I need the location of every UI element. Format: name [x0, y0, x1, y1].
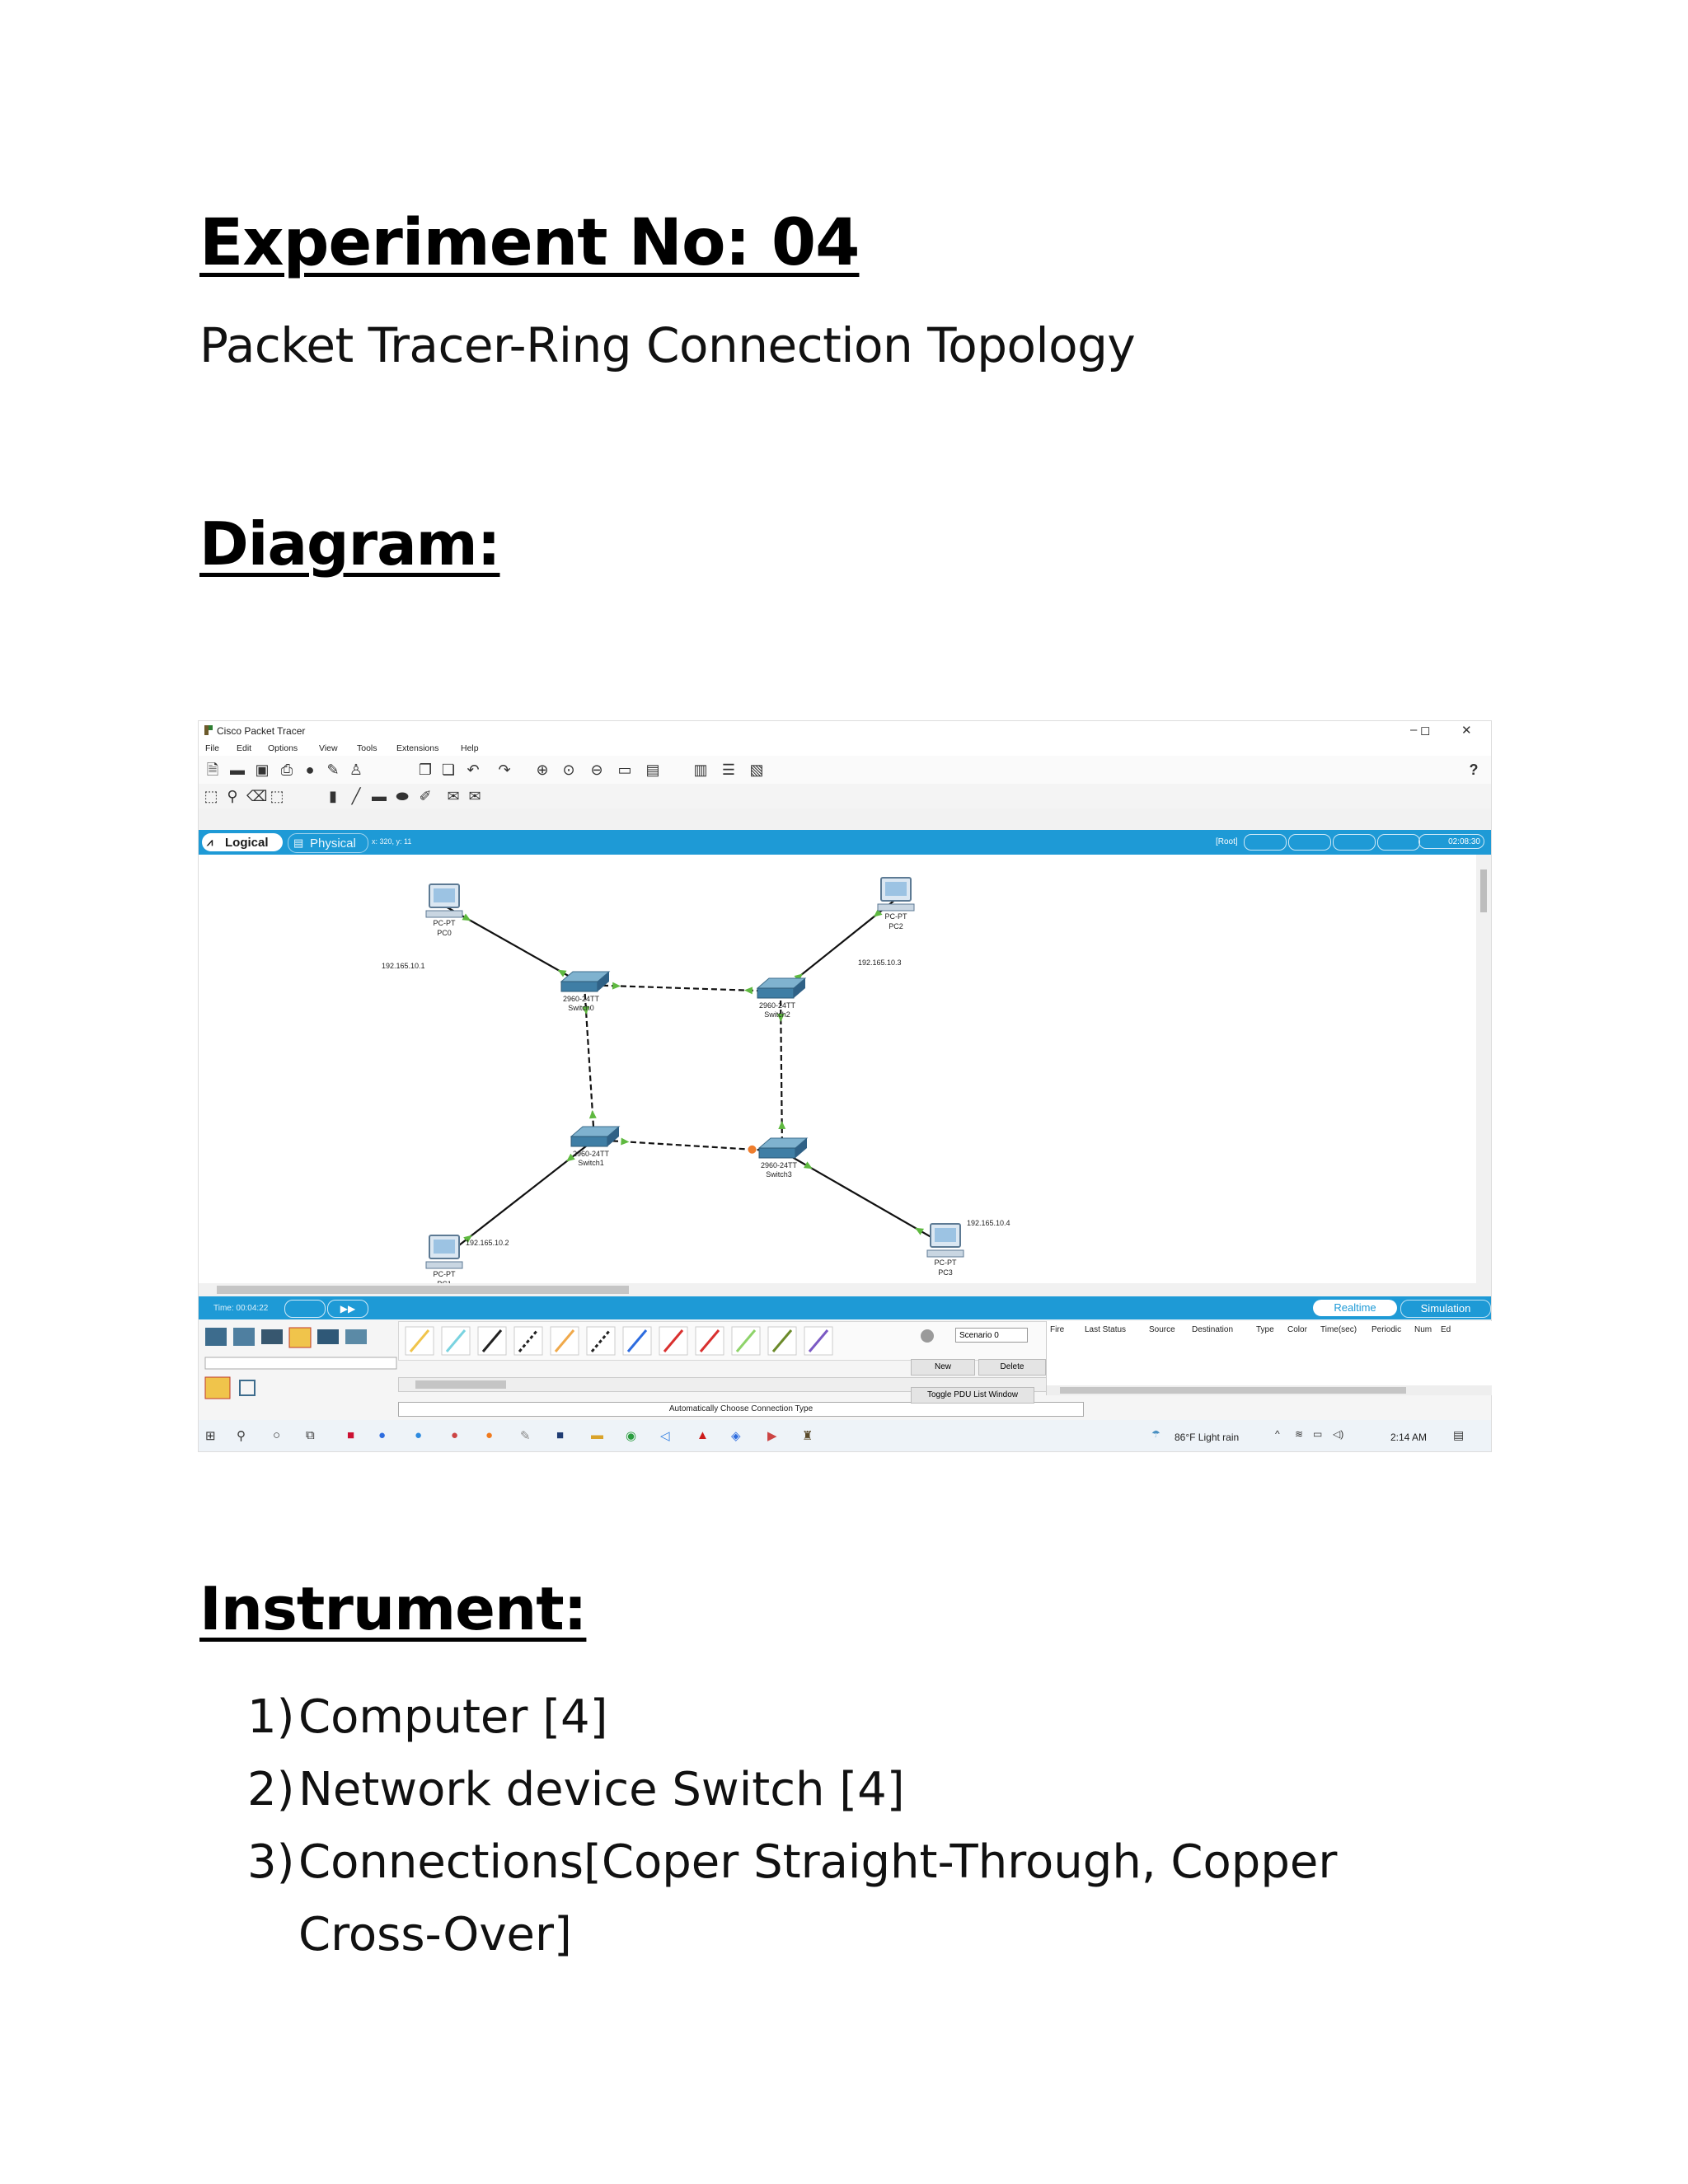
list-item-number: 1) — [247, 1690, 295, 1744]
list-item-text: Connections[Coper Straight-Through, Copper Cross-Over] — [298, 1835, 1338, 1961]
delete-icon[interactable]: ⌫ — [246, 788, 268, 804]
horizontal-scroll-thumb[interactable] — [217, 1286, 629, 1294]
pdu-col-destination: Destination — [1192, 1325, 1234, 1334]
activity-wizard-icon[interactable]: ✎ — [326, 762, 340, 778]
scenario-info-icon[interactable] — [921, 1329, 934, 1343]
note-icon[interactable]: ▮ — [329, 788, 337, 804]
pdu-col-periodic: Periodic — [1372, 1325, 1402, 1334]
save-icon[interactable]: ▣ — [255, 762, 270, 778]
pdu-scrollbar[interactable] — [1047, 1385, 1492, 1395]
multiuser-icon[interactable] — [345, 1329, 367, 1344]
logical-icon: ⩘ — [207, 836, 213, 848]
chevron-up-icon[interactable]: ^ — [1275, 1428, 1280, 1440]
device-name-label: Switch3 — [766, 1170, 792, 1179]
drawing-palette-icon[interactable]: ▭ — [617, 762, 632, 778]
components-icon[interactable] — [261, 1329, 283, 1344]
experiment-subtitle: Packet Tracer-Ring Connection Topology — [199, 317, 1136, 373]
app-icon-3[interactable]: ● — [415, 1428, 423, 1442]
link-status-up — [778, 1121, 785, 1129]
vertical-scrollbar[interactable] — [1476, 855, 1491, 1283]
info-icon[interactable]: ● — [305, 762, 315, 778]
device-model-label: 2960-24TT — [562, 995, 600, 1003]
device-name-label: Switch2 — [764, 1010, 790, 1019]
vscode-icon[interactable]: ◁ — [660, 1429, 670, 1443]
misc-icon[interactable] — [317, 1329, 339, 1344]
list-item — [247, 1826, 1484, 1971]
menu-file[interactable]: File — [205, 743, 219, 753]
pdu-col-last-status: Last Status — [1085, 1325, 1127, 1334]
new-scenario-button[interactable]: New — [911, 1359, 975, 1376]
delete-scenario-button[interactable]: Delete — [978, 1359, 1046, 1376]
link-status-pending — [748, 1146, 757, 1154]
realtime-label: Realtime — [1334, 1301, 1376, 1314]
copy-icon[interactable]: ❐ — [418, 762, 433, 778]
device-name-label: Switch0 — [568, 1004, 594, 1012]
sim-time: Time: 00:04:22 — [213, 1304, 269, 1313]
menu-tools[interactable]: Tools — [357, 743, 377, 753]
tab-logical[interactable] — [202, 833, 283, 851]
topology-diagram[interactable] — [199, 855, 1476, 1283]
pdu-col-type: Type — [1256, 1325, 1274, 1334]
switch-device-sw1[interactable] — [571, 1127, 619, 1167]
weather-icon: ☂ — [1151, 1428, 1160, 1440]
file-explorer-icon[interactable]: ▬ — [591, 1428, 603, 1442]
menu-view[interactable]: View — [319, 743, 338, 753]
device-model-label: PC-PT — [884, 912, 907, 921]
pc-device-pc0[interactable] — [382, 884, 462, 970]
instrument-list — [247, 1681, 1484, 1971]
zoom-in-icon[interactable]: ⊕ — [536, 762, 549, 778]
device-ip-label: 192.165.10.2 — [466, 1239, 509, 1247]
print-icon[interactable]: ⎙ — [280, 762, 293, 778]
menu-help[interactable]: Help — [461, 743, 479, 753]
pdu-col-color: Color — [1287, 1325, 1307, 1334]
app-icon-2[interactable]: ● — [378, 1428, 387, 1442]
simple-pdu-icon[interactable]: ✉ — [447, 788, 460, 804]
power-cycle-button[interactable] — [284, 1300, 326, 1318]
inspect-icon[interactable]: ⚲ — [227, 788, 238, 804]
resize-icon[interactable]: ⬚ — [270, 788, 284, 804]
viewport-icon[interactable]: ▥ — [693, 762, 708, 778]
cluster-icon[interactable]: ☰ — [721, 762, 736, 778]
main-toolbar — [199, 756, 1491, 785]
list-item-number: 2) — [247, 1763, 295, 1816]
experiment-title: Experiment No: 04 — [199, 206, 860, 280]
set-tiled-background-button[interactable] — [1333, 834, 1376, 851]
tab-physical-label: Physical — [310, 837, 356, 851]
list-item-text: Computer [4] — [298, 1690, 608, 1744]
draw-rectangle-icon[interactable]: ▬ — [372, 788, 387, 804]
windows-taskbar — [199, 1420, 1491, 1451]
open-folder-icon[interactable]: ▬ — [230, 762, 245, 778]
realtime-tab[interactable] — [1313, 1300, 1397, 1316]
back-button[interactable] — [1244, 834, 1287, 851]
pdu-col-edit: Ed — [1441, 1325, 1451, 1334]
device-name-label: PC2 — [889, 922, 903, 930]
device-model-label: PC-PT — [433, 919, 456, 927]
simulation-label: Simulation — [1420, 1302, 1471, 1315]
draw-line-icon[interactable]: ╱ — [351, 788, 361, 804]
complex-pdu-icon[interactable]: ✉ — [468, 788, 481, 804]
select-icon[interactable]: ⬚ — [204, 788, 218, 804]
physical-icon: ▤ — [293, 837, 304, 849]
menu-options[interactable]: Options — [268, 743, 298, 753]
chrome-icon[interactable]: ◉ — [626, 1429, 637, 1443]
zoom-out-icon[interactable]: ⊖ — [590, 762, 603, 778]
new-file-icon[interactable]: 🗎 — [206, 762, 219, 778]
connection-caption: Automatically Choose Connection Type — [398, 1402, 1084, 1417]
cortana-icon[interactable]: ○ — [273, 1428, 281, 1442]
restore-button[interactable] — [1420, 723, 1430, 738]
device-name-label: PC0 — [437, 929, 452, 937]
wifi-icon[interactable]: ≋ — [1295, 1428, 1304, 1440]
pc-device-pc3[interactable] — [927, 1219, 1010, 1277]
diagram-heading: Diagram: — [199, 509, 500, 579]
volume-icon[interactable]: ◁) — [1333, 1428, 1344, 1440]
device-search-field[interactable] — [205, 1357, 396, 1369]
device-model-label: 2960-24TT — [758, 1001, 796, 1010]
redo-icon[interactable]: ↷ — [498, 762, 511, 778]
shield-icon[interactable]: ◈ — [731, 1429, 741, 1443]
minimize-button[interactable]: – — [1410, 723, 1418, 737]
edit-toolbar — [199, 784, 1491, 808]
instrument-heading: Instrument: — [199, 1574, 587, 1643]
device-model-label: 2960-24TT — [760, 1161, 798, 1169]
video-icon[interactable]: ▶ — [767, 1429, 777, 1443]
end-devices-icon[interactable] — [233, 1328, 255, 1346]
cursor-coordinates: x: 320, y: 11 — [372, 837, 412, 846]
device-model-label: PC-PT — [934, 1258, 957, 1267]
pdu-col-source: Source — [1149, 1325, 1175, 1334]
menu-edit[interactable]: Edit — [237, 743, 252, 753]
app-icon-1[interactable]: ■ — [347, 1428, 355, 1442]
packet-tracer-logo-icon — [204, 724, 213, 736]
search-icon[interactable]: ⚲ — [237, 1429, 246, 1443]
time-bar — [199, 1296, 1491, 1319]
link-status-up — [589, 1110, 597, 1118]
list-item — [247, 1754, 1484, 1826]
battery-icon[interactable]: ▭ — [1313, 1428, 1323, 1440]
link-status-up — [621, 1138, 629, 1146]
link-status-up — [744, 987, 753, 994]
workspace-clock: 02:08:30 — [1418, 834, 1484, 849]
root-label[interactable]: [Root] — [1216, 837, 1238, 846]
environment-button[interactable] — [1288, 834, 1331, 851]
device-panel — [199, 1319, 1491, 1420]
undo-icon[interactable]: ↶ — [467, 762, 480, 778]
grid-icon[interactable] — [240, 1380, 255, 1395]
help-icon[interactable]: ? — [1469, 762, 1479, 778]
tab-logical-label: Logical — [225, 836, 269, 850]
acrobat-icon[interactable]: ▲ — [696, 1428, 709, 1442]
app-title: Cisco Packet Tracer — [217, 725, 306, 737]
paste-icon[interactable]: ❏ — [441, 762, 456, 778]
pdu-col-fire: Fire — [1050, 1325, 1065, 1334]
restore-icon: ◻ — [1420, 724, 1431, 738]
menu-extensions[interactable]: Extensions — [396, 743, 439, 753]
notifications-icon[interactable]: ▤ — [1453, 1428, 1465, 1441]
zoom-reset-icon[interactable]: ⊙ — [562, 762, 575, 778]
menu-bar — [199, 741, 1491, 756]
weather-text: 86°F Light rain — [1175, 1432, 1240, 1443]
packet-tracer-screenshot — [198, 720, 1492, 1452]
switch-device-sw2[interactable] — [757, 978, 805, 1019]
link-status-up — [612, 982, 621, 990]
switch-device-sw3[interactable] — [759, 1138, 807, 1179]
fast-forward-icon: ▶▶ — [340, 1303, 356, 1315]
workspace-bar — [199, 830, 1491, 855]
windows-start-icon[interactable]: ⊞ — [205, 1429, 216, 1443]
toggle-pdu-list-button[interactable]: Toggle PDU List Window — [911, 1387, 1034, 1404]
taskbar-clock[interactable]: 2:14 AM — [1390, 1432, 1428, 1443]
vertical-scroll-thumb[interactable] — [1480, 869, 1487, 912]
screenshot-icon[interactable]: ▧ — [749, 762, 764, 778]
list-item-text: Network device Switch [4] — [298, 1763, 905, 1816]
logical-workspace[interactable] — [199, 855, 1476, 1283]
list-item-number: 3) — [247, 1835, 295, 1889]
network-info-icon[interactable]: ♙ — [349, 762, 363, 778]
title-bar — [199, 721, 1491, 741]
auto-connection-icon[interactable] — [205, 1377, 230, 1399]
device-model-label: 2960-24TT — [572, 1150, 610, 1158]
list-item — [247, 1681, 1484, 1754]
notepad-icon[interactable]: ✎ — [520, 1429, 531, 1443]
packet-tracer-taskbar-icon[interactable]: ♜ — [802, 1429, 814, 1443]
close-button[interactable]: ✕ — [1461, 724, 1472, 738]
device-model-label: PC-PT — [433, 1270, 456, 1278]
pdu-col-time: Time(sec) — [1320, 1325, 1357, 1334]
freeform-icon[interactable]: ✐ — [419, 788, 432, 804]
simulation-tab[interactable] — [1400, 1300, 1491, 1318]
device-ip-label: 192.165.10.3 — [858, 958, 902, 967]
device-ip-label: 192.165.10.4 — [967, 1219, 1010, 1227]
draw-ellipse-icon[interactable]: ⬬ — [396, 788, 409, 804]
pdu-col-num: Num — [1414, 1325, 1432, 1334]
connections-icon[interactable] — [289, 1328, 311, 1347]
task-view-icon[interactable]: ⧉ — [306, 1428, 315, 1442]
pdu-list — [1046, 1321, 1492, 1395]
device-name-label: Switch1 — [578, 1159, 604, 1167]
scenario-select[interactable]: Scenario 0 — [955, 1328, 1028, 1343]
switch-device-sw0[interactable] — [561, 972, 609, 1012]
device-category-icons[interactable] — [204, 1324, 401, 1399]
pc-device-pc1[interactable] — [426, 1235, 509, 1288]
firefox-icon[interactable]: ● — [485, 1428, 494, 1442]
fast-forward-button[interactable] — [327, 1300, 368, 1318]
photoshop-icon[interactable]: ■ — [556, 1428, 565, 1442]
network-devices-icon[interactable] — [205, 1328, 227, 1346]
tab-physical[interactable] — [288, 833, 368, 853]
device-name-label: PC3 — [938, 1268, 953, 1277]
custom-devices-icon[interactable]: ▤ — [645, 762, 660, 778]
device-ip-label: 192.165.10.1 — [382, 962, 425, 970]
viewport-button[interactable] — [1377, 834, 1420, 851]
horizontal-scrollbar[interactable] — [199, 1283, 1491, 1296]
app-icon-4[interactable]: ● — [451, 1428, 459, 1442]
